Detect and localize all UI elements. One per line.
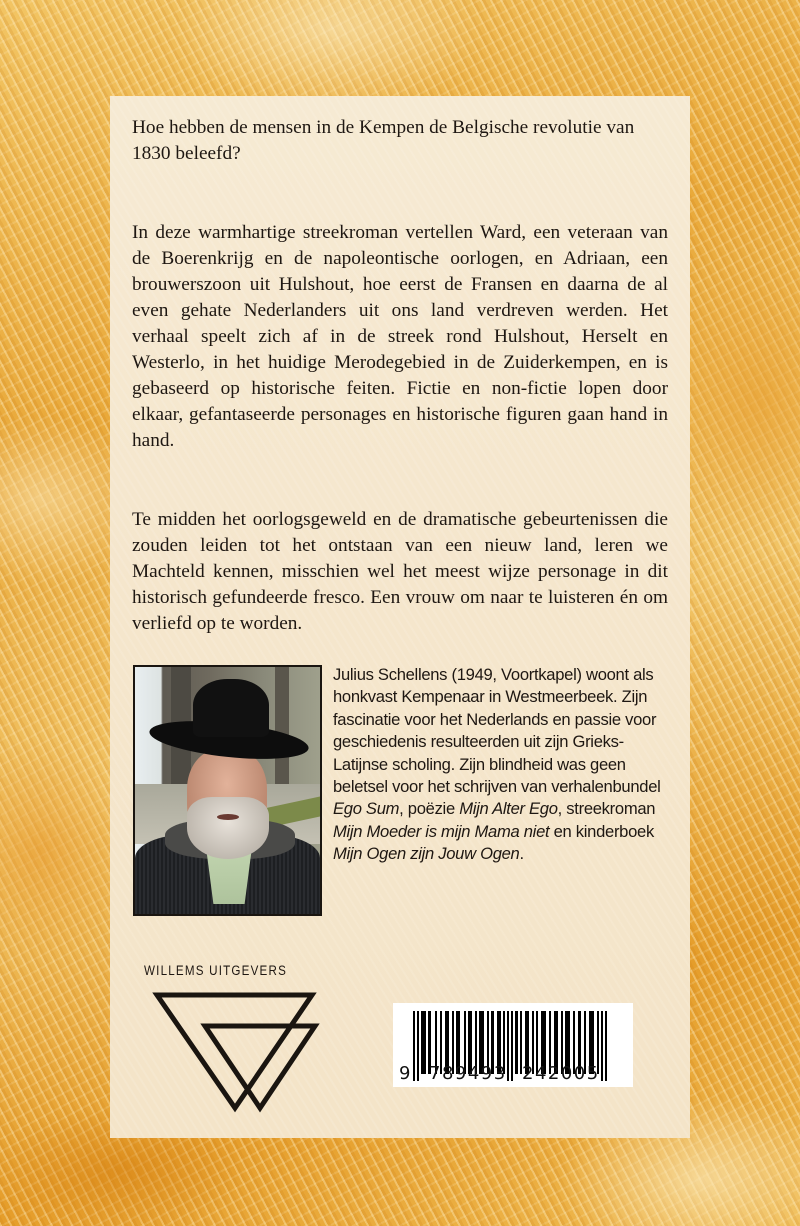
blurb-intro: Hoe hebben de mensen in de Kempen de Belgische revolutie van 1830 beleefd? (132, 117, 635, 164)
isbn-barcode (393, 1003, 633, 1087)
book-title: Mijn Ogen zijn Jouw Ogen (333, 844, 520, 864)
author-bio (333, 664, 673, 866)
barcode-lead-digit: 9 (399, 1063, 411, 1084)
photo-mouth (217, 814, 239, 820)
blurb-paragraph-1: In deze warmhartige streekroman vertellen Ward, een veteraan van de Boerenkrijg en de napoleontische oorlogen, en Adriaan, een brouwerszoon uit Hulshout, hoe eerst de Fransen en daarna de al even gehate Nederlanders uit ons land verdreven werden. Het verhaal speelt zich af in de streek rond Hulshout, Herselt en Westerlo, in het huidige Merodegebied in de Zuiderkempen, en is gebaseerd op historische feiten. Fictie en non-fictie lopen door elkaar, gefantaseerde personages en historische figuren gaan hand in hand. (132, 222, 668, 451)
bio-text: en kinderboek (549, 821, 654, 841)
text-panel (110, 96, 690, 1138)
book-title: Mijn Moeder is mijn Mama niet (333, 821, 550, 841)
publisher-logo-icon (150, 983, 320, 1113)
book-title: Ego Sum (333, 799, 400, 819)
bio-text: . (519, 844, 524, 864)
barcode-group-1: 789493 (429, 1063, 507, 1084)
publisher-name: WILLEMS UITGEVERS (144, 963, 288, 978)
barcode-group-2: 242005 (522, 1063, 600, 1084)
bio-text: , poëzie (399, 799, 460, 819)
book-title: Mijn Alter Ego (459, 799, 558, 819)
author-photo (133, 665, 322, 916)
photo-hat-crown (193, 679, 269, 737)
bio-text: , streekroman (557, 799, 656, 819)
bio-text: Julius Schellens (1949, Voortkapel) woont als honkvast Kempenaar in Westmeerbeek. Zijn fascinatie voor het Nederlands en passie voor geschiedenis resulteerden uit zijn Grieks-Latijnse scholing. Zijn blindheid was geen beletsel voor het schrijven van verhalenbundel (333, 665, 661, 797)
blurb-paragraph-2: Te midden het oorlogsgeweld en de dramatische gebeurtenissen die zouden leiden tot het ontstaan van een nieuw land, leren we Machteld kennen, misschien wel het meest wijze personage in dit historisch gefundeerde fresco. Een vrouw om naar te luisteren én om verliefd op te worden. (132, 509, 668, 634)
photo-beard (187, 797, 269, 859)
